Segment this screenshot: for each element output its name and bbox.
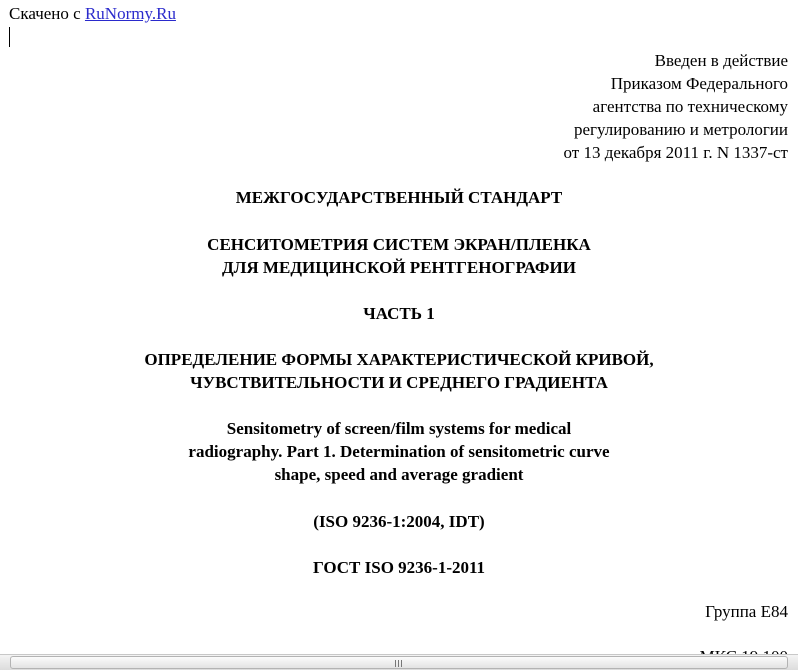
title-line: ДЛЯ МЕДИЦИНСКОЙ РЕНТГЕНОГРАФИИ: [222, 258, 576, 277]
source-line: [9, 4, 176, 24]
source-link[interactable]: RuNormy.Ru: [84, 4, 176, 23]
english-line: shape, speed and average gradient: [274, 465, 524, 484]
gost-number-text: ГОСТ ISO 9236-1-2011: [312, 558, 486, 577]
group-code: Группа Е84: [705, 602, 788, 621]
iso-reference: [0, 510, 798, 533]
approval-line: Введен в действие: [654, 51, 788, 70]
part-label: [0, 302, 798, 325]
grip-icon: [395, 660, 404, 667]
gost-number: [0, 556, 798, 579]
scrollbar-thumb[interactable]: [10, 656, 788, 669]
english-line: Sensitometry of screen/film systems for medical: [226, 419, 572, 438]
subtitle-line: ОПРЕДЕЛЕНИЕ ФОРМЫ ХАРАКТЕРИСТИЧЕСКОЙ КРИВОЙ,: [144, 350, 654, 369]
text-caret: [9, 27, 10, 47]
approval-line: Приказом Федерального: [610, 74, 788, 93]
source-prefix: Скачено с: [9, 4, 81, 23]
approval-line: агентства по техническому: [592, 97, 788, 116]
english-line: radiography. Part 1. Determination of sensitometric curve: [188, 442, 610, 461]
approval-line: регулированию и метрологии: [573, 120, 788, 139]
iso-reference-text: (ISO 9236-1:2004, IDT): [313, 512, 485, 531]
document-subtitle: [0, 348, 798, 394]
horizontal-scrollbar[interactable]: [0, 654, 798, 670]
subtitle-line: ЧУВСТВИТЕЛЬНОСТИ И СРЕДНЕГО ГРАДИЕНТА: [190, 373, 608, 392]
english-title: [0, 417, 798, 486]
approval-line: от 13 декабря 2011 г. N 1337-ст: [563, 143, 788, 162]
standard-type: [0, 186, 798, 209]
title-line: СЕНСИТОМЕТРИЯ СИСТЕМ ЭКРАН/ПЛЕНКА: [207, 235, 591, 254]
approval-block: [563, 49, 788, 164]
document-title: [0, 233, 798, 279]
standard-type-text: МЕЖГОСУДАРСТВЕННЫЙ СТАНДАРТ: [235, 188, 563, 207]
part-text: ЧАСТЬ 1: [363, 304, 435, 323]
